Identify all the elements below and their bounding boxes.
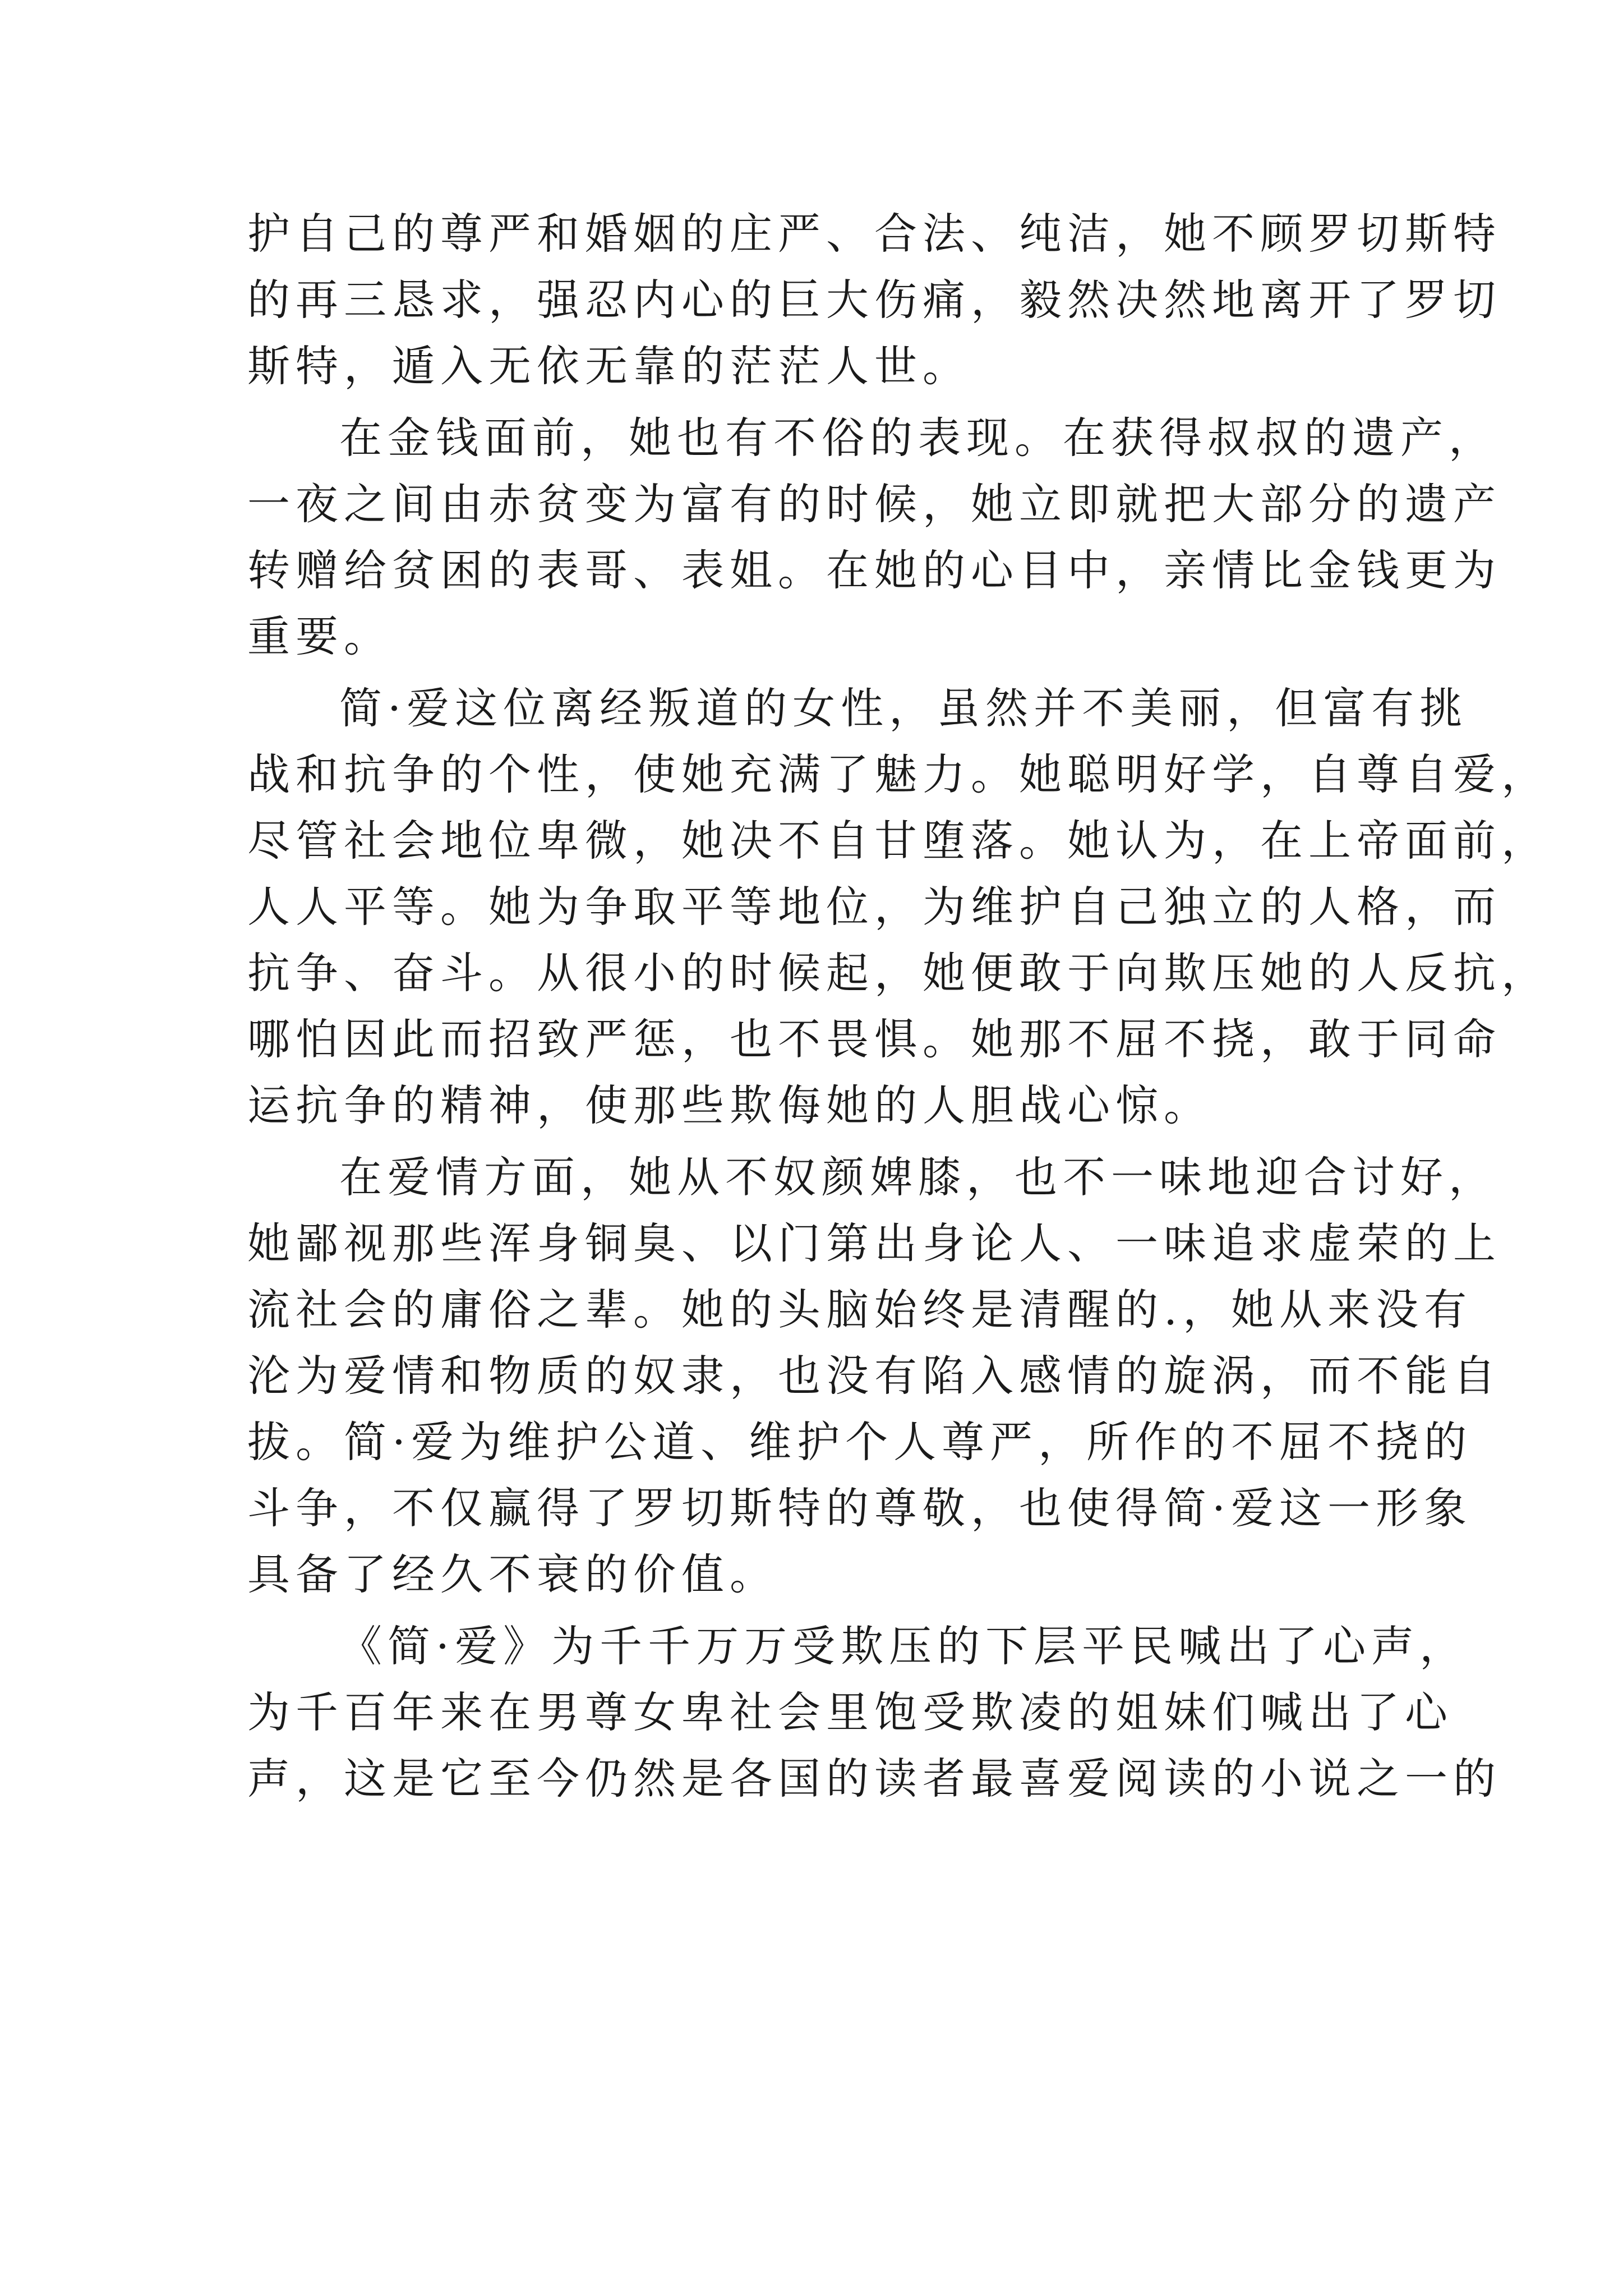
text-line: 声，这是它至今仍然是各国的读者最喜爱阅读的小说之一的 [247,1754,1501,1803]
text-line: 一夜之间由赤贫变为富有的时候，她立即就把大部分的遗产 [247,479,1501,529]
text-line: 具备了经久不衰的价值。 [247,1549,778,1599]
paragraph [247,1613,1501,1812]
paragraph [247,405,1501,670]
text-line: 战和抗争的个性，使她充满了魅力。她聪明好学，自尊自爱， [247,749,1550,799]
text-line: 重要。 [247,611,392,661]
text-line: 人人平等。她为争取平等地位，为维护自己独立的人格，而 [247,882,1501,932]
paragraph [247,675,1550,1139]
paragraph [247,201,1501,399]
text-line: 她鄙视那些浑身铜臭、以门第出身论人、一味追求虚荣的上 [247,1218,1501,1268]
text-line: 在爱情方面，她从不奴颜婢膝，也不一味地迎合讨好， [339,1152,1497,1202]
text-line: 流社会的庸俗之辈。她的头脑始终是清醒的.，她从来没有 [247,1285,1473,1335]
text-line: 转赠给贫困的表哥、表姐。在她的心目中，亲情比金钱更为 [247,545,1501,595]
text-line: 拔。简·爱为维护公道、维护个人尊严，所作的不屈不挠的 [247,1417,1473,1467]
text-line: 运抗争的精神，使那些欺侮她的人胆战心惊。 [247,1080,1212,1130]
text-line: 为千百年来在男尊女卑社会里饱受欺凌的姐妹们喊出了心 [247,1687,1453,1737]
text-line: 沦为爱情和物质的奴隶，也没有陷入感情的旋涡，而不能自 [247,1351,1501,1401]
text-line: 《简·爱》为千千万万受欺压的下层平民喊出了心声， [339,1621,1468,1671]
text-line: 斗争，不仅赢得了罗切斯特的尊敬，也使得简·爱这一形象 [247,1483,1473,1533]
text-line: 尽管社会地位卑微，她决不自甘堕落。她认为，在上帝面前， [247,816,1550,866]
text-line: 抗争、奋斗。从很小的时候起，她便敢于向欺压她的人反抗， [247,948,1550,998]
text-line: 的再三恳求，强忍内心的巨大伤痛，毅然决然地离开了罗切 [247,275,1501,325]
text-line: 斯特，遁入无依无靠的茫茫人世。 [247,341,971,391]
body-text [247,201,1550,1812]
text-line: 哪怕因此而招致严惩，也不畏惧。她那不屈不挠，敢于同命 [247,1014,1501,1064]
text-line: 护自己的尊严和婚姻的庄严、合法、纯洁，她不顾罗切斯特 [247,209,1501,259]
text-line: 简·爱这位离经叛道的女性，虽然并不美丽，但富有挑 [339,683,1468,733]
text-line: 在金钱面前，她也有不俗的表现。在获得叔叔的遗产， [339,413,1497,463]
paragraph [247,1144,1501,1608]
